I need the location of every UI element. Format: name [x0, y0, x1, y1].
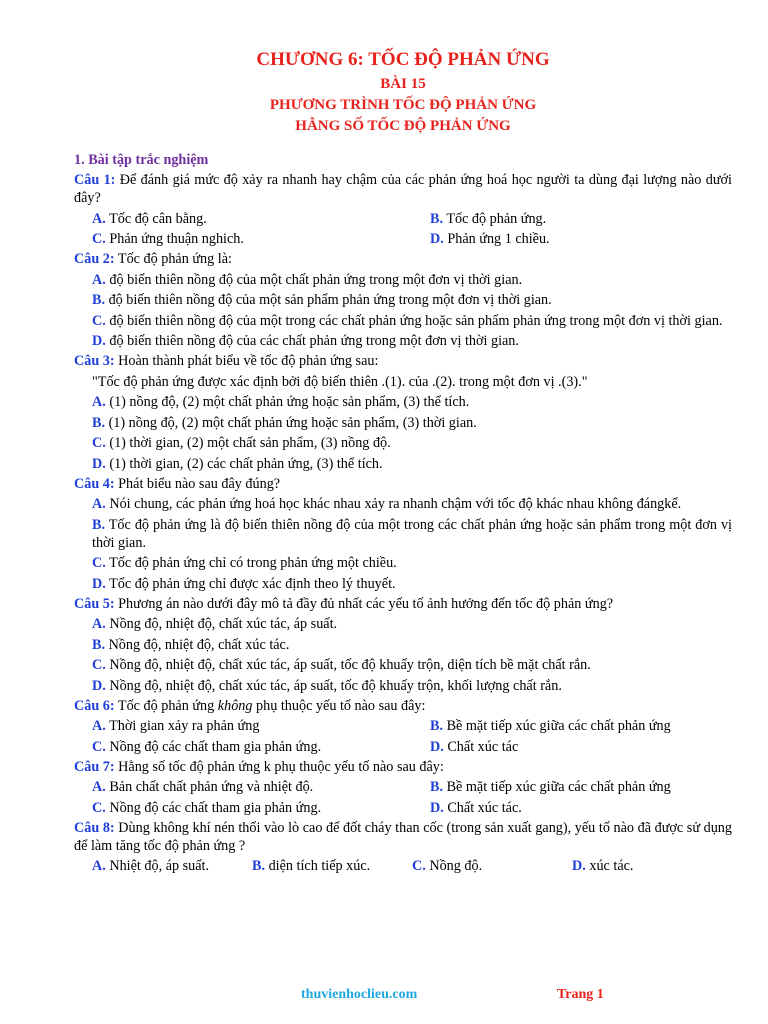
option-a [92, 393, 732, 411]
option-text: Nồng độ, nhiệt độ, chất xúc tác, áp suất. [109, 616, 338, 632]
option-label: D. [92, 455, 106, 472]
option-text: độ biến thiên nồng độ của các chất phản ứng trong một đơn vị thời gian. [109, 333, 519, 349]
option-d [572, 857, 732, 875]
option-c [92, 230, 430, 248]
option-c [412, 857, 572, 875]
option-text: Chất xúc tác. [447, 799, 522, 816]
option-label: B. [92, 516, 106, 533]
options-q5 [74, 615, 732, 695]
question-text: Để đánh giá mức độ xảy ra nhanh hay chậm của các phản ứng hoá học người ta dùng đại lượng nào dưới đây? [74, 172, 732, 206]
option-text: Nồng độ, nhiệt độ, chất xúc tác, áp suất, tốc độ khuấy trộn, khối lượng chất rắn. [109, 677, 562, 694]
option-label: A. [92, 496, 106, 512]
option-c [92, 738, 430, 756]
option-label: B. [92, 636, 106, 653]
option-c [92, 656, 732, 674]
options-q8 [74, 857, 732, 875]
option-label: B. [92, 414, 106, 431]
option-a [92, 495, 732, 513]
option-text: Tốc độ phản ứng chỉ có trong phản ứng một chiều. [109, 555, 397, 571]
option-text: Nồng độ, nhiệt độ, chất xúc tác. [108, 636, 290, 653]
question-label: Câu 3: [74, 353, 115, 369]
option-label: D. [430, 799, 444, 816]
option-label: D. [572, 858, 586, 874]
option-label: B. [430, 210, 444, 227]
question-label: Câu 1: [74, 172, 116, 188]
question-text-end: phụ thuộc yếu tố nào sau đây: [252, 697, 426, 714]
option-d [92, 455, 732, 473]
option-label: A. [92, 616, 106, 632]
options-q3 [74, 393, 732, 473]
option-c [92, 312, 732, 330]
option-b [92, 291, 732, 309]
question-6 [74, 697, 732, 715]
question-3 [74, 352, 732, 370]
question-label: Câu 7: [74, 758, 115, 775]
option-label: B. [92, 292, 106, 308]
options-q7 [74, 778, 732, 817]
option-label: C. [92, 231, 106, 247]
option-label: A. [92, 394, 106, 410]
option-d [92, 677, 732, 695]
option-label: A. [92, 271, 106, 288]
option-a [92, 857, 252, 875]
question-1 [74, 171, 732, 207]
option-text: (1) nồng độ, (2) một chất phản ứng hoặc sản phẩm, (3) thời gian. [108, 414, 477, 431]
question-4 [74, 475, 732, 493]
question-8 [74, 819, 732, 855]
question-emphasis: không [217, 697, 253, 714]
option-text: độ biến thiên nồng độ của một chất phản ứng trong một đơn vị thời gian. [109, 271, 523, 288]
section-heading: 1. Bài tập trắc nghiệm [74, 152, 209, 168]
option-text: Phản ứng thuận nghich. [109, 231, 244, 247]
option-text: Nồng độ. [429, 858, 483, 874]
option-text: Bề mặt tiếp xúc giữa các chất phản ứng [446, 718, 671, 734]
footer-site-link[interactable]: thuvienhoclieu.com [301, 987, 418, 1002]
option-text: (1) nồng độ, (2) một chất phản ứng hoặc sản phẩm, (3) thể tích. [109, 394, 470, 410]
option-label: B. [430, 779, 444, 795]
option-text: (1) thời gian, (2) các chất phản ứng, (3) thể tích. [109, 455, 383, 472]
option-a [92, 717, 430, 735]
option-c [92, 799, 430, 817]
option-label: D. [92, 333, 106, 349]
option-text: Tốc độ phản ứng. [446, 210, 547, 227]
option-text: Nhiệt độ, áp suất. [109, 858, 210, 874]
option-text: độ biến thiên nồng độ của một sản phẩm phản ứng trong một đơn vị thời gian. [108, 292, 552, 308]
option-b [430, 717, 732, 735]
option-label: D. [92, 575, 106, 592]
options-q1 [74, 210, 732, 249]
option-text: Nồng độ các chất tham gia phản ứng. [109, 738, 322, 755]
page-number: Trang 1 [557, 987, 604, 1002]
option-label: C. [92, 435, 106, 451]
option-a [92, 271, 732, 289]
option-a [92, 210, 430, 228]
option-label: C. [92, 312, 106, 329]
option-label: A. [92, 779, 106, 795]
option-label: C. [92, 555, 106, 571]
option-text: Tốc độ phản ứng chỉ được xác định theo lý thuyết. [109, 575, 396, 592]
question-text: Hằng số tốc độ phản ứng k phụ thuộc yếu tố nào sau đây: [118, 758, 444, 775]
question-7 [74, 758, 732, 776]
option-b [430, 210, 732, 228]
lesson-number: BÀI 15 [380, 76, 426, 92]
question-label: Câu 5: [74, 595, 115, 612]
option-a [92, 615, 732, 633]
option-b [92, 516, 732, 552]
lesson-title: PHƯƠNG TRÌNH TỐC ĐỘ PHẢN ỨNG [269, 97, 537, 113]
option-b [92, 636, 732, 654]
option-label: A. [92, 210, 106, 227]
option-label: C. [412, 858, 426, 874]
option-c [92, 554, 732, 572]
option-text: Bản chất chất phản ứng và nhiệt độ. [109, 779, 314, 795]
question-label: Câu 8: [74, 819, 115, 836]
option-d [92, 332, 732, 350]
option-d [430, 799, 732, 817]
option-text: diện tích tiếp xúc. [268, 858, 371, 874]
option-text: xúc tác. [589, 858, 634, 874]
option-text: (1) thời gian, (2) một chất sản phẩm, (3) nồng độ. [109, 435, 391, 451]
question-label: Câu 6: [74, 697, 115, 714]
option-d [430, 230, 732, 248]
option-label: A. [92, 858, 106, 874]
option-text: Tốc độ cân bằng. [109, 210, 207, 227]
option-text: Chất xúc tác [447, 738, 519, 755]
lesson-subtitle: HẰNG SỐ TỐC ĐỘ PHẢN ỨNG [295, 118, 511, 134]
question-5 [74, 595, 732, 613]
chapter-title: CHƯƠNG 6: TỐC ĐỘ PHẢN ỨNG [256, 49, 550, 70]
option-text: Phản ứng 1 chiều. [447, 231, 550, 247]
option-label: B. [252, 858, 266, 874]
option-b [252, 857, 412, 875]
option-label: A. [92, 718, 106, 734]
option-label: B. [430, 718, 444, 734]
option-label: C. [92, 657, 106, 673]
option-d [92, 575, 732, 593]
option-text: Bề mặt tiếp xúc giữa các chất phản ứng [446, 779, 671, 795]
option-c [92, 434, 732, 452]
option-b [92, 414, 732, 432]
options-q2 [74, 271, 732, 351]
option-label: C. [92, 799, 106, 816]
options-q6 [74, 717, 732, 756]
option-text: Tốc độ phản ứng là độ biến thiên nồng độ của một trong các chất phản ứng hoặc sản phẩm trong một đơn vị thời gian. [92, 516, 732, 551]
question-label: Câu 4: [74, 475, 115, 492]
option-text: Thời gian xảy ra phản ứng [109, 718, 260, 734]
option-text: Nồng độ, nhiệt độ, chất xúc tác, áp suất, tốc độ khuấy trộn, diện tích bề mặt chất rắn. [109, 657, 591, 673]
question-quote: "Tốc độ phản ứng được xác định bởi độ biến thiên .(1). của .(2). trong một đơn vị .(3)." [92, 373, 588, 390]
option-label: D. [430, 231, 444, 247]
option-label: D. [92, 677, 106, 694]
question-text: Phương án nào dưới đây mô tả đầy đủ nhất các yếu tố ảnh hưởng đến tốc độ phản ứng? [118, 595, 614, 612]
question-text: Hoàn thành phát biểu về tốc độ phản ứng sau: [118, 353, 379, 369]
option-b [430, 778, 732, 796]
question-2 [74, 250, 732, 268]
option-text: độ biến thiên nồng độ của một trong các chất phản ứng hoặc sản phẩm phản ứng trong một đơn vị thời gian. [109, 312, 723, 329]
question-text: Dùng không khí nén thổi vào lò cao để đốt cháy than cốc (trong sản xuất gang), yếu tố nào đã được sử dụng để làm tăng tốc độ phản ứng ? [74, 819, 732, 854]
question-text: Tốc độ phản ứng là: [117, 251, 232, 267]
option-label: D. [430, 738, 444, 755]
question-text: Tốc độ phản ứng [117, 697, 218, 714]
document-page [74, 48, 732, 875]
options-q4 [74, 495, 732, 593]
option-text: Nói chung, các phản ứng hoá học khác nhau xảy ra nhanh chậm với tốc độ khác nhau không đángkể. [109, 496, 682, 512]
option-a [92, 778, 430, 796]
option-d [430, 738, 732, 756]
option-label: C. [92, 738, 106, 755]
question-text: Phát biểu nào sau đây đúng? [118, 475, 281, 492]
question-label: Câu 2: [74, 251, 115, 267]
option-text: Nồng độ các chất tham gia phản ứng. [109, 799, 322, 816]
